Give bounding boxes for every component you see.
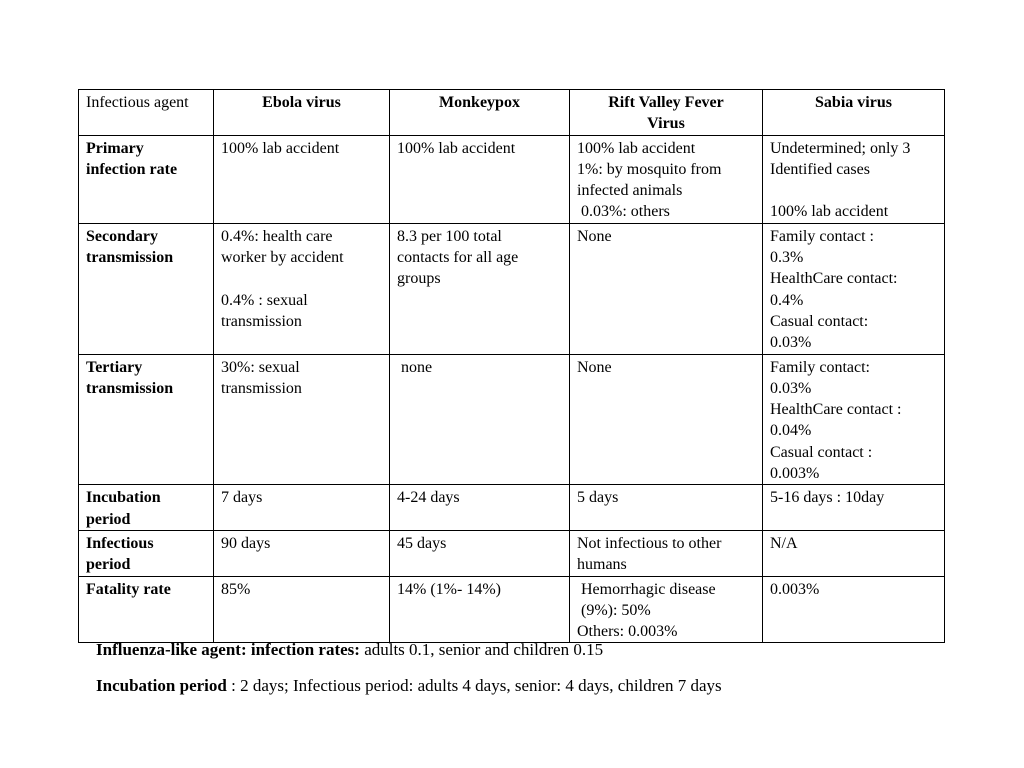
table-cell	[214, 135, 390, 223]
cell-line: infected animals	[577, 182, 683, 200]
cell-line: 30%: sexual	[221, 358, 300, 376]
cell-line: 0.4%: health care	[221, 227, 333, 245]
cell-line: 0.04%	[770, 422, 812, 440]
cell-line: groups	[397, 270, 441, 288]
table-row	[79, 576, 945, 643]
table-cell	[570, 530, 763, 576]
cell-line: 5 days	[577, 489, 619, 507]
table-row	[79, 354, 945, 485]
cell-line: Family contact :	[770, 227, 874, 245]
cell-line: 100% lab accident	[221, 139, 340, 157]
cell-line: HealthCare contact :	[770, 401, 902, 419]
cell-line: worker by accident	[221, 249, 344, 267]
cell-line: 100% lab accident	[770, 203, 889, 221]
cell-line: 0.3%	[770, 249, 804, 267]
document-page	[78, 89, 944, 643]
cell-line: Identified cases	[770, 160, 870, 178]
cell-line: 1%: by mosquito from	[577, 160, 722, 178]
table-cell	[390, 576, 570, 643]
table-cell	[214, 576, 390, 643]
incubation-note-label: Incubation period	[96, 676, 227, 695]
table-row	[79, 223, 945, 354]
cell-line: None	[577, 358, 612, 376]
table-cell	[390, 530, 570, 576]
cell-line: 0.003%	[770, 465, 820, 483]
cell-line: Virus	[647, 115, 685, 133]
row-header-cell	[79, 576, 214, 643]
table-cell	[763, 354, 945, 485]
table-cell	[390, 354, 570, 485]
cell-line: Incubation	[86, 489, 161, 507]
cell-line: 14% (1%- 14%)	[397, 580, 501, 598]
column-header-rift-valley-fever-virus	[570, 90, 763, 136]
cell-line: humans	[577, 556, 627, 574]
incubation-note	[96, 675, 956, 697]
cell-line: Hemorrhagic disease	[577, 580, 716, 598]
cell-line: 100% lab accident	[397, 139, 516, 157]
cell-line: Sabia virus	[815, 94, 892, 111]
column-header-sabia-virus	[763, 90, 945, 136]
column-header-monkeypox	[390, 90, 570, 136]
table-row	[79, 135, 945, 223]
table-cell	[763, 530, 945, 576]
cell-line: 45 days	[397, 534, 447, 552]
table-cell	[390, 485, 570, 531]
table-cell	[214, 530, 390, 576]
cell-line: period	[86, 556, 131, 574]
table-cell	[763, 485, 945, 531]
cell-line: 85%	[221, 580, 251, 598]
cell-line: contacts for all age	[397, 249, 519, 267]
table-body	[79, 135, 945, 643]
table-cell	[390, 223, 570, 354]
cell-line: None	[577, 227, 612, 245]
table-cell	[390, 135, 570, 223]
table-cell	[570, 576, 763, 643]
cell-line: 0.4%	[770, 291, 804, 309]
row-header-cell	[79, 223, 214, 354]
cell-line: Fatality rate	[86, 580, 171, 598]
cell-line: (9%): 50%	[577, 601, 651, 619]
cell-line: none	[397, 358, 433, 376]
cell-line: transmission	[86, 249, 174, 267]
cell-line: Secondary	[86, 227, 158, 245]
cell-line: transmission	[221, 379, 302, 397]
cell-line: HealthCare contact:	[770, 270, 898, 288]
table-cell	[763, 576, 945, 643]
cell-line: Others: 0.003%	[577, 623, 678, 641]
cell-line	[221, 268, 382, 289]
table-cell	[570, 223, 763, 354]
table-cell	[570, 485, 763, 531]
cell-line: Primary	[86, 139, 144, 157]
cell-line: Undetermined; only 3	[770, 139, 911, 157]
table-cell	[570, 354, 763, 485]
cell-line: 0.003%	[770, 580, 820, 598]
cell-line: 5-16 days : 10day	[770, 489, 885, 507]
cell-line: Monkeypox	[439, 94, 520, 111]
table-header-row	[79, 90, 945, 136]
cell-line: 7 days	[221, 489, 263, 507]
column-header-ebola-virus	[214, 90, 390, 136]
cell-line: Family contact:	[770, 358, 870, 376]
cell-line: 90 days	[221, 534, 271, 552]
cell-line: 0.03%	[770, 379, 812, 397]
table-cell	[763, 135, 945, 223]
cell-line: infection rate	[86, 160, 178, 178]
cell-line: N/A	[770, 534, 798, 552]
cell-line: Infectious	[86, 534, 154, 552]
row-header-cell	[79, 485, 214, 531]
table-row	[79, 485, 945, 531]
row-header-cell	[79, 354, 214, 485]
table-cell	[570, 135, 763, 223]
notes-section	[96, 639, 956, 711]
cell-line: 8.3 per 100 total	[397, 227, 502, 245]
cell-line: Casual contact :	[770, 443, 873, 461]
column-header-infectious-agent	[79, 90, 214, 136]
infectious-agents-table	[78, 89, 945, 643]
cell-line: Not infectious to other	[577, 534, 722, 552]
table-cell	[214, 223, 390, 354]
incubation-note-text: : 2 days; Infectious period: adults 4 days, senior: 4 days, children 7 days	[226, 676, 722, 695]
table-cell	[214, 354, 390, 485]
table-row	[79, 530, 945, 576]
cell-line: transmission	[86, 379, 174, 397]
cell-line	[770, 180, 937, 201]
cell-line: 0.03%: others	[577, 203, 670, 221]
table-cell	[214, 485, 390, 531]
influenza-note-text: adults 0.1, senior and children 0.15	[359, 640, 604, 659]
cell-line: 4-24 days	[397, 489, 460, 507]
cell-line: 100% lab accident	[577, 139, 696, 157]
cell-line: 0.03%	[770, 334, 812, 352]
cell-line: transmission	[221, 312, 302, 330]
row-header-cell	[79, 135, 214, 223]
influenza-note	[96, 639, 956, 661]
cell-line: Tertiary	[86, 358, 143, 376]
influenza-note-label: Influenza-like agent: infection rates:	[96, 640, 360, 659]
cell-line: Ebola virus	[262, 94, 341, 111]
row-header-cell	[79, 530, 214, 576]
cell-line: Rift Valley Fever	[608, 94, 724, 111]
cell-line: Infectious agent	[86, 94, 189, 111]
cell-line: 0.4% : sexual	[221, 291, 308, 309]
cell-line: Casual contact:	[770, 312, 869, 330]
table-cell	[763, 223, 945, 354]
cell-line: period	[86, 510, 131, 528]
